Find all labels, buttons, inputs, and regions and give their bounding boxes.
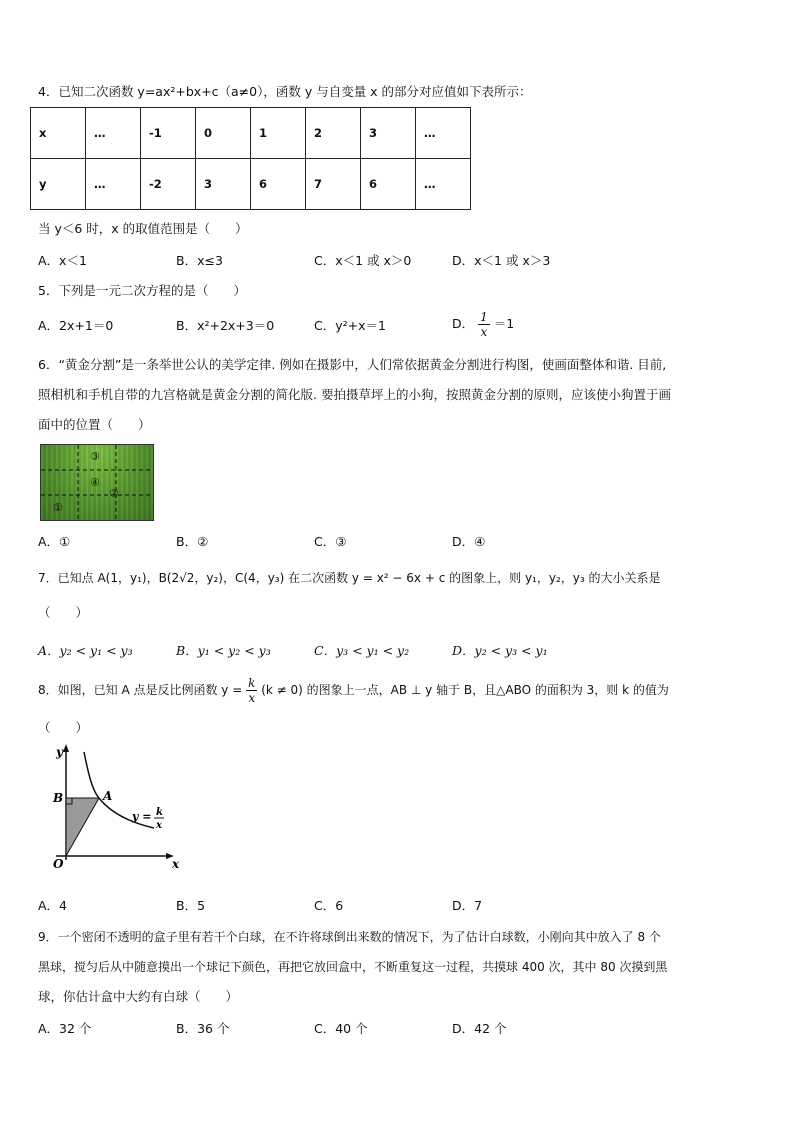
q8-option-c[interactable]: C．6 [314, 898, 344, 913]
q4-option-a[interactable]: A．x＜1 [38, 253, 87, 268]
q5-option-c[interactable]: C．y²+x＝1 [314, 318, 386, 333]
q4-question: 当 y＜6 时，x 的取值范围是（ ） [38, 221, 248, 236]
fraction-numerator: k [248, 676, 256, 690]
q8-figure [36, 742, 186, 872]
q9-line-2: 黑球，搅匀后从中随意摸出一个球记下颜色，再把它放回盒中，不断重复这一过程，共摸球 400 次，其中 80 次摸到黑 [38, 960, 668, 974]
q4-option-d[interactable]: D．x＜1 或 x＞3 [452, 253, 551, 268]
q9-option-c[interactable]: C．40 个 [314, 1021, 368, 1036]
q9-option-a[interactable]: A．32 个 [38, 1021, 92, 1036]
q6-line-3: 面中的位置（ ） [38, 417, 151, 432]
q6-line-2: 照相机和手机自带的九宫格就是黄金分割的简化版. 要拍摄草坪上的小狗，按照黄金分割的原则，应该使小狗置于画 [38, 387, 671, 402]
q4-option-c[interactable]: C．x＜1 或 x＞0 [314, 253, 412, 268]
fraction-denominator: x [480, 325, 488, 339]
q7-line-1: 7．已知点 A(1，y₁)，B(2√2，y₂)，C(4，y₃) 在二次函数 y = x² − 6x + c 的图象上，则 y₁，y₂，y₃ 的大小关系是 [38, 571, 661, 585]
grass-photo-grid [40, 444, 154, 521]
q6-option-b[interactable]: B．② [176, 534, 209, 549]
q8-line-1 [38, 676, 669, 705]
table-cell: x [31, 108, 86, 159]
q4-stem: 4．已知二次函数 y=ax²+bx+c（a≠0），函数 y 与自变量 x 的部分对应值如下表所示： [38, 84, 532, 99]
q7-option-a[interactable]: A．y₂ < y₁ < y₃ [38, 643, 133, 658]
table-cell: 0 [196, 108, 251, 159]
q6-option-c[interactable]: C．③ [314, 534, 347, 549]
q6-option-d[interactable]: D．④ [452, 534, 486, 549]
table-cell: … [416, 159, 471, 210]
point-a-label: A [103, 789, 113, 803]
q9-option-d[interactable]: D．42 个 [452, 1021, 507, 1036]
q4-value-table [30, 107, 471, 210]
grid-label-2: ② [109, 487, 119, 500]
option-label: D． [452, 316, 475, 331]
q8-option-d[interactable]: D．7 [452, 898, 483, 913]
q7-option-c[interactable]: C．y₃ < y₁ < y₂ [314, 643, 410, 658]
fraction [246, 676, 257, 705]
grid-label-1: ① [53, 501, 63, 514]
q8-line-2: （ ） [38, 720, 89, 735]
fraction-numerator: 1 [480, 310, 488, 324]
table-cell: -1 [141, 108, 196, 159]
grid-label-4: ④ [90, 476, 100, 489]
table-cell: … [86, 159, 141, 210]
fraction [478, 310, 490, 339]
curve-numerator: k [156, 807, 163, 818]
q9-option-b[interactable]: B．36 个 [176, 1021, 230, 1036]
table-row [31, 108, 471, 159]
table-cell: -2 [141, 159, 196, 210]
table-cell: 7 [306, 159, 361, 210]
point-b-label: B [53, 791, 64, 805]
q5-option-b[interactable]: B．x²+2x+3＝0 [176, 318, 275, 333]
q7-option-b[interactable]: B．y₁ < y₂ < y₃ [176, 643, 271, 658]
q8-option-b[interactable]: B．5 [176, 898, 206, 913]
grid-label-3: ③ [90, 450, 100, 463]
table-cell: 3 [196, 159, 251, 210]
table-cell: 6 [361, 159, 416, 210]
q9-line-1: 9．一个密闭不透明的盒子里有若干个白球，在不许将球倒出来数的情况下，为了估计白球数，小刚向其中放入了 8 个 [38, 930, 661, 944]
q7-line-2: （ ） [38, 605, 89, 620]
q6-line-1: 6．“黄金分割”是一条举世公认的美学定律. 例如在摄影中，人们常依据黄金分割进行构图，使画面整体和谐. 目前, [38, 357, 667, 372]
table-cell: 6 [251, 159, 306, 210]
curve-denominator: x [156, 820, 162, 831]
table-cell: … [86, 108, 141, 159]
equation-rest: ＝1 [493, 316, 515, 331]
table-row [31, 159, 471, 210]
origin-label: O [53, 857, 64, 871]
q4-option-b[interactable]: B．x≤3 [176, 253, 223, 268]
y-axis-arrow [63, 744, 69, 752]
q8-text-a: 8．如图，已知 A 点是反比例函数 y = [38, 683, 243, 697]
fraction-denominator: x [248, 691, 256, 705]
table-cell: 3 [361, 108, 416, 159]
table-cell: 1 [251, 108, 306, 159]
table-cell: … [416, 108, 471, 159]
q5-stem: 5．下列是一元二次方程的是（ ） [38, 283, 246, 298]
q8-text-b: (k ≠ 0) 的图象上一点，AB ⊥ y 轴于 B，且△ABO 的面积为 3，则 k 的值为 [261, 683, 669, 697]
q5-option-a[interactable]: A．2x+1＝0 [38, 318, 114, 333]
q5-option-d[interactable] [452, 310, 514, 339]
y-axis-label: y [56, 745, 63, 759]
triangle-abo [66, 798, 99, 856]
table-cell: y [31, 159, 86, 210]
table-cell: 2 [306, 108, 361, 159]
q8-option-a[interactable]: A．4 [38, 898, 68, 913]
curve-label: y = [132, 810, 152, 823]
q6-option-a[interactable]: A．① [38, 534, 71, 549]
q7-option-d[interactable]: D．y₂ < y₃ < y₁ [452, 643, 548, 658]
q9-line-3: 球，你估计盒中大约有白球（ ） [38, 989, 239, 1004]
x-axis-label: x [172, 857, 180, 871]
